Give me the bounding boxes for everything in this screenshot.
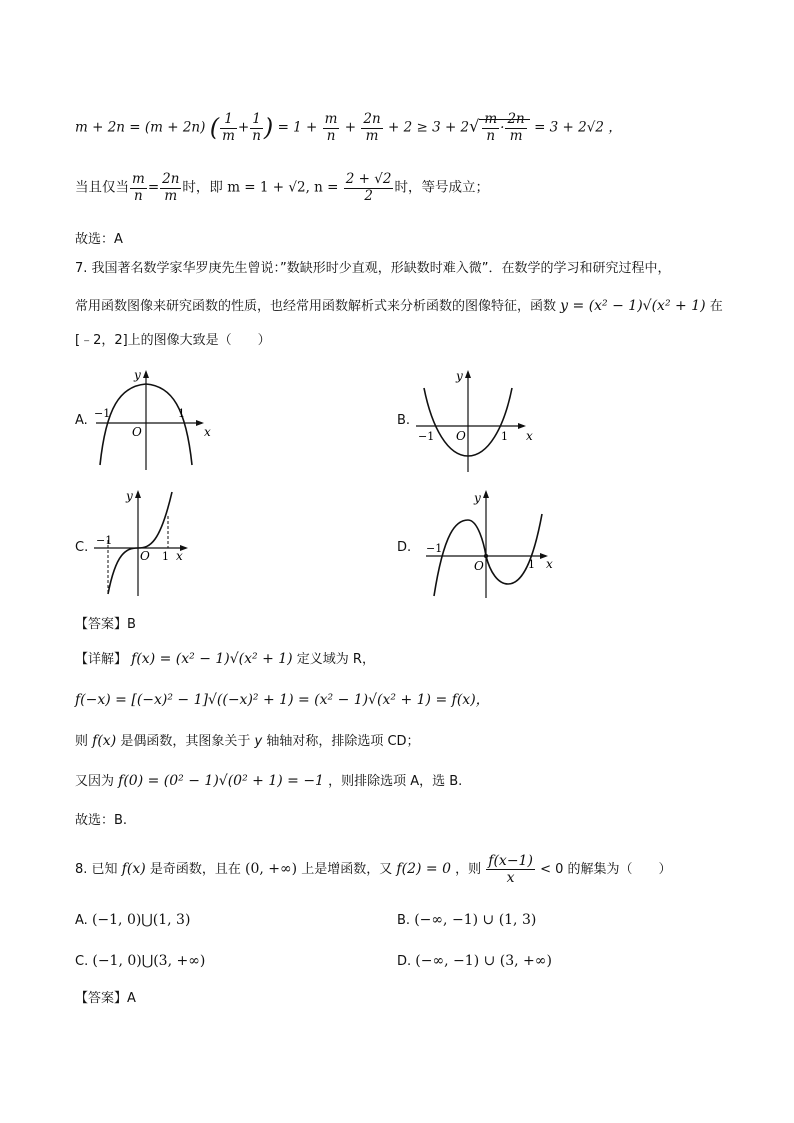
- graph-option-d: [420, 488, 560, 604]
- q8-option-c: [75, 953, 205, 970]
- condition-middle: 时，即 m = 1 + √2, n =: [182, 179, 339, 196]
- origin-label: O: [474, 559, 484, 573]
- option-b-label: B.: [397, 413, 411, 428]
- eq-expansion: = 1 +: [277, 119, 318, 136]
- one-label: 1: [501, 430, 508, 443]
- q8-increasing: 上是增函数，又: [301, 862, 393, 878]
- eq-result: = 3 + 2√2 ，: [534, 119, 622, 136]
- neg-one-label: −1: [418, 430, 435, 443]
- detail-fx: f(x): [92, 733, 117, 749]
- sqrt-radicand: $\frac{m}{n}$ · $\frac{2n}{m}$: [479, 119, 529, 136]
- q7-line-2: [75, 298, 723, 315]
- q7-line-3: [﹣2，2]上的图像大致是（ ）: [75, 333, 271, 348]
- right-paren: ): [263, 113, 274, 142]
- graph-option-b: [412, 368, 537, 477]
- fraction-n-value: $\frac{2 + √2}{2}$: [345, 171, 392, 204]
- detail-f0: f(0) = (0² − 1)√(0² + 1) = −1: [118, 773, 324, 789]
- detail-line-2: f(−x) = [(−x)² − 1]√((−x)² + 1) = (x² − 1)√(x² + 1) = f(x)，: [75, 692, 490, 708]
- detail-line-3: [75, 733, 420, 750]
- y-axis-label: y: [456, 369, 463, 383]
- q7-text: 常用函数图像来研究函数的性质，也经常用函数解析式来分析函数的图像特征，函数: [75, 299, 557, 314]
- detail-line-4: [75, 773, 462, 790]
- option-d-label: D.: [397, 540, 412, 555]
- option-text: (−∞, −1) ∪ (1, 3): [414, 912, 537, 928]
- option-text: (−1, 0)⋃(3, +∞): [92, 953, 206, 969]
- eq-factor: = (m + 2n): [129, 119, 206, 136]
- x-axis-label: x: [176, 549, 183, 563]
- left-paren: (: [209, 113, 220, 142]
- option-label: D.: [397, 954, 412, 969]
- q8-f2: f(2) = 0: [396, 861, 451, 878]
- answer-q7: 【答案】B: [75, 617, 136, 632]
- y-axis-label: y: [134, 368, 141, 382]
- detail-even: 是偶函数，其图象关于: [120, 734, 251, 749]
- q8-option-a: [75, 912, 190, 929]
- option-text: (−1, 0)⋃(1, 3): [91, 912, 191, 928]
- eq-sign: =: [147, 179, 160, 196]
- fraction-1-over-n: $\frac{1}{n}$: [252, 111, 261, 144]
- plus-sign-2: +: [344, 119, 357, 136]
- one-label: 1: [528, 558, 535, 571]
- q8-interval: (0, +∞): [245, 861, 298, 878]
- detail-line-5: 故选：B.: [75, 813, 128, 828]
- equation-line-1: [75, 112, 622, 144]
- plus-sign: +: [237, 119, 250, 136]
- neg-one-label: −1: [426, 542, 443, 555]
- option-a-label: A.: [75, 413, 88, 428]
- detail-exclude-cd: 轴轴对称，排除选项 CD；: [266, 734, 420, 749]
- sqrt-symbol: √: [469, 116, 480, 136]
- q8-fraction: $\frac{f(x-1)}{x}$: [488, 853, 533, 887]
- neg-one-label: −1: [96, 534, 113, 547]
- option-label: A.: [75, 913, 88, 928]
- x-axis-label: x: [526, 429, 533, 443]
- q8-option-d: [397, 953, 552, 970]
- origin-label: O: [140, 549, 150, 563]
- y-axis-label: y: [126, 489, 133, 503]
- q7-function: y = (x² − 1)√(x² + 1): [560, 298, 706, 314]
- option-label: C.: [75, 954, 89, 969]
- one-label: 1: [178, 407, 185, 420]
- x-axis-label: x: [204, 425, 211, 439]
- detail-heading: 【详解】: [75, 652, 128, 667]
- eq-lhs: m + 2n: [75, 119, 125, 136]
- fraction-2n-over-m-2: $\frac{2n}{m}$: [162, 171, 180, 204]
- inequality: + 2 ≥ 3 + 2: [387, 119, 470, 136]
- detail-y: y: [254, 734, 263, 749]
- q8-odd: 是奇函数，且在: [149, 862, 241, 878]
- option-c-label: C.: [75, 540, 89, 555]
- equality-condition-line: [75, 172, 489, 204]
- detail-because: 又因为: [75, 774, 115, 789]
- origin-label: O: [132, 425, 142, 439]
- fraction-2n-over-m: $\frac{2n}{m}$: [363, 111, 381, 144]
- detail-line-1: [75, 651, 375, 668]
- q8-line: [75, 853, 672, 886]
- graph-option-c: [90, 488, 200, 602]
- detail-then: 则: [75, 734, 89, 749]
- y-axis-label: y: [474, 491, 481, 505]
- answer-q6: 故选：A: [75, 232, 123, 247]
- fraction-1-over-m: $\frac{1}{m}$: [222, 111, 235, 144]
- neg-one-label: −1: [94, 407, 111, 420]
- one-label: 1: [162, 550, 169, 563]
- q8-option-b: [397, 912, 536, 929]
- condition-suffix: 时，等号成立；: [394, 179, 489, 196]
- fraction-m-over-n-2: $\frac{m}{n}$: [132, 171, 145, 204]
- option-text: (−∞, −1) ∪ (3, +∞): [415, 953, 552, 969]
- x-axis-label: x: [546, 557, 553, 571]
- detail-function: f(x) = (x² − 1)√(x² + 1): [131, 651, 293, 667]
- q7-line-1: 7. 我国著名数学家华罗庚先生曾说：”数缺形时少直观，形缺数时难入微”．在数学的学习和研究过程中，: [75, 261, 671, 276]
- detail-exclude-a: ，则排除选项 A，选 B.: [328, 774, 463, 789]
- q8-then: ，则: [455, 862, 482, 878]
- answer-q8: 【答案】A: [75, 991, 136, 1006]
- fraction-m-over-n: $\frac{m}{n}$: [324, 111, 338, 144]
- graph-option-a: [92, 368, 212, 477]
- detail-domain: 定义域为 R，: [296, 652, 375, 667]
- option-label: B.: [397, 913, 411, 928]
- q8-fx: f(x): [121, 861, 146, 878]
- q8-number: 8. 已知: [75, 862, 118, 878]
- condition-prefix: 当且仅当: [75, 179, 129, 196]
- q7-text-end: 在: [709, 299, 723, 314]
- q8-inequality: < 0 的解集为（ ）: [540, 862, 672, 878]
- origin-label: O: [456, 429, 466, 443]
